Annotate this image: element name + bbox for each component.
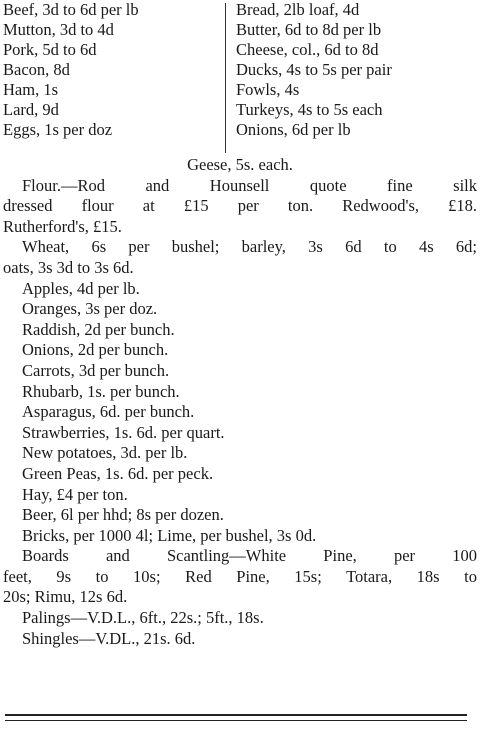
text-line-beer: Beer, 6l per hhd; 8s per dozen. (22, 505, 224, 525)
text-line: Rutherford's, £15. (3, 216, 122, 236)
left-price-entry: Mutton, 3d to 4d (3, 20, 114, 39)
price-table-row (3, 120, 479, 140)
text-line-rhubarb: Rhubarb, 1s. per bunch. (22, 381, 180, 401)
text-line-oranges: Oranges, 3s per doz. (22, 299, 158, 319)
text-line-boards: Boards and Scantling—White Pine, per 100 (22, 546, 477, 566)
right-price-entry: Onions, 6d per lb (236, 120, 351, 139)
market-report-text (3, 155, 477, 649)
text-line-bricks: Bricks, per 1000 4l; Lime, per bushel, 3s 0d. (22, 525, 317, 545)
right-price-entry: Butter, 6d to 8d per lb (236, 20, 382, 39)
left-price-entry: Pork, 5d to 6d (3, 40, 97, 59)
right-price-entry: Cheese, col., 6d to 8d (236, 40, 379, 59)
text-line-palings: Palings—V.D.L., 6ft., 22s.; 5ft., 18s. (22, 608, 264, 628)
text-line-shingles: Shingles—V.DL., 21s. 6d. (22, 628, 196, 648)
left-price-entry: Beef, 3d to 6d per lb (3, 0, 139, 19)
left-price-entry: Eggs, 1s per doz (3, 120, 113, 139)
text-line-apples: Apples, 4d per lb. (22, 278, 140, 298)
price-table-row (3, 40, 479, 60)
closing-rule-thick (5, 714, 467, 716)
right-price-entry: Bread, 2lb loaf, 4d (236, 0, 360, 19)
right-price-entry: Ducks, 4s to 5s per pair (236, 60, 392, 79)
text-line-flour: Flour.—Rod and Hounsell quote fine silk (22, 175, 477, 195)
text-line: dressed flour at £15 per ton. Redwood's, £18. (3, 196, 477, 216)
left-price-entry: Ham, 1s (3, 80, 58, 99)
text-line-hay: Hay, £4 per ton. (22, 484, 128, 504)
text-line: 20s; Rimu, 12s 6d. (3, 587, 128, 607)
text-line-potatoes: New potatoes, 3d. per lb. (22, 443, 188, 463)
text-line-carrots: Carrots, 3d per bunch. (22, 360, 170, 380)
text-line: oats, 3s 3d to 3s 6d. (3, 257, 134, 277)
price-table-row (3, 0, 479, 20)
price-table-row (3, 80, 479, 100)
left-price-entry: Bacon, 8d (3, 60, 70, 79)
price-table-row (3, 20, 479, 40)
text-line-wheat: Wheat, 6s per bushel; barley, 3s 6d to 4s 6d; (22, 237, 477, 257)
text-line-geese: Geese, 5s. each. (187, 155, 293, 174)
text-line: feet, 9s to 10s; Red Pine, 15s; Totara, 18s to (3, 566, 477, 586)
price-table (3, 0, 479, 140)
right-price-entry: Fowls, 4s (236, 80, 300, 99)
closing-rule-thin (5, 720, 467, 721)
price-table-row (3, 100, 479, 120)
text-line-onions: Onions, 2d per bunch. (22, 340, 169, 360)
left-price-entry: Lard, 9d (3, 100, 59, 119)
price-table-row (3, 60, 479, 80)
text-line-raddish: Raddish, 2d per bunch. (22, 319, 175, 339)
text-line-strawberries: Strawberries, 1s. 6d. per quart. (22, 422, 225, 442)
text-line-asparagus: Asparagus, 6d. per bunch. (22, 402, 195, 422)
right-price-entry: Turkeys, 4s to 5s each (236, 100, 383, 119)
text-line-peas: Green Peas, 1s. 6d. per peck. (22, 463, 214, 483)
